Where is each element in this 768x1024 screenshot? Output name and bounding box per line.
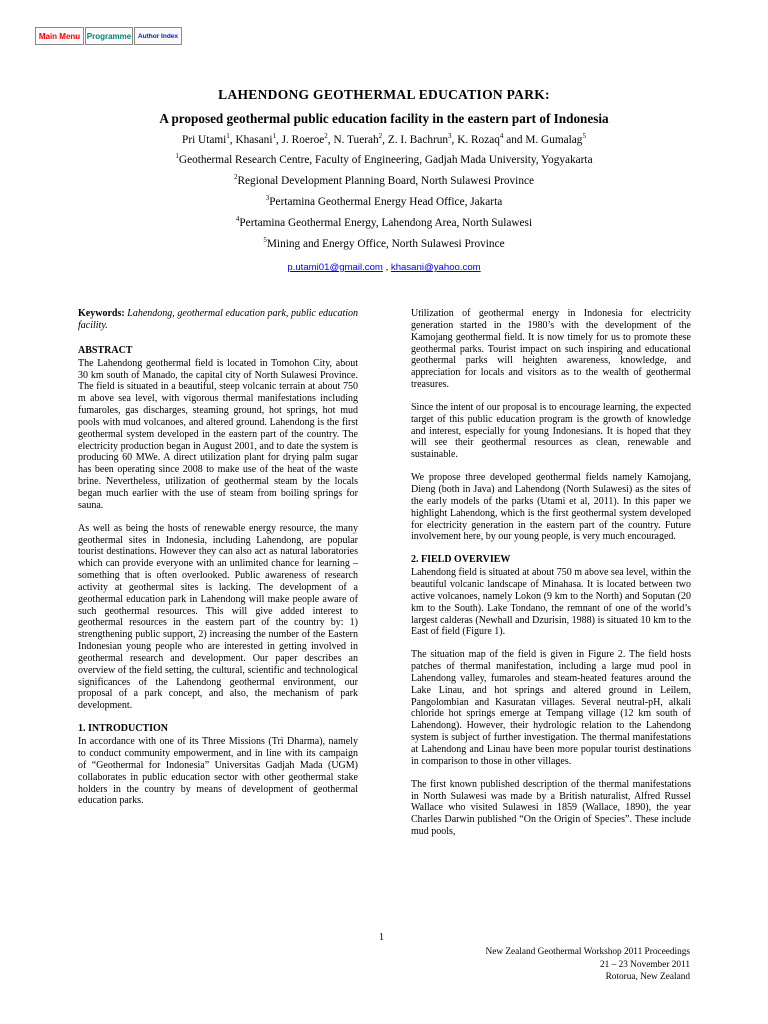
affiliation-line [0,174,768,189]
keywords-label: Keywords: [78,308,125,319]
author-name: N. Tuerah [333,134,379,146]
footer [485,946,690,984]
field-overview-paragraph-1: Lahendong field is situated at about 750 m above sea level, within the beautiful volcanic landscape of Minahasa. It is located between two active volcanoes, namely Lokon (9 km to the North) and Soputan (20 km to the South). Lake Tondano, the remnant of one of the world’s largest calderas (Newhall and Dzurisin, 1988) is situated 10 km to the East of field (Figure 1). [411,567,691,638]
author-affiliation-mark: 5 [582,132,586,141]
email-link-utami[interactable]: p.utami01@gmail.com [287,262,383,273]
author-name: Khasani [235,134,273,146]
affiliation-line [0,216,768,231]
affiliation-mark: 3 [265,194,270,203]
left-column [78,308,358,818]
author-affiliation-mark: 1 [226,132,230,141]
abstract-heading: ABSTRACT [78,344,133,356]
page-number: 1 [379,932,384,943]
intro-continued-paragraph-2: Since the intent of our proposal is to encourage learning, the expected target of this public education program is the growth of knowledge and interest, especially for young Indonesians. It is hoped that they will see their geothermal resources as clean, renewable and sustainable. [411,401,691,461]
intro-continued-paragraph-3: We propose three developed geothermal fields namely Kamojang, Dieng (both in Java) and Lahendong (North Sulawesi) as the sites of the early models of the parks (Utami et al, 2011). In this paper we highlight Lahendong, which is the first geothermal system developed for electricity generation in the eastern part of the country. Future involvement here, by our young people, is very much encouraged. [411,472,691,543]
footer-location: Rotorua, New Zealand [605,972,690,982]
author-affiliation-mark: 2 [324,132,328,141]
keywords-text: Lahendong, geothermal education park, public education facility. [78,308,359,331]
affiliation-text: Pertamina Geothermal Energy Head Office, Jakarta [269,196,503,208]
right-column [411,308,691,849]
author-separator: , [275,134,282,146]
field-overview-heading: 2. FIELD OVERVIEW [411,554,511,566]
footer-dates: 21 – 23 November 2011 [599,959,690,970]
author-affiliation-mark: 1 [272,132,276,141]
author-separator: , [382,134,388,146]
introduction-paragraph-1: In accordance with one of its Three Missions (Tri Dharma), namely to conduct community empowerment, and in line with its campaign of “Geothermal for Indonesia” Universitas Gadjah Mada (UGM) collaborates in public education sector with other geothermal stake holders in the country by means of development of geothermal education parks. [78,736,358,807]
author-name: J. Roeroe [281,134,325,146]
introduction-heading: 1. INTRODUCTION [78,723,169,735]
affiliation-line [0,237,768,252]
affiliation-line [0,195,768,210]
author-name: Z. I. Bachrun [387,134,449,146]
affiliation-text: Mining and Energy Office, North Sulawesi Province [266,238,505,250]
author-affiliation-mark: 4 [499,132,504,141]
affiliation-mark: 1 [175,152,179,161]
affiliation-list [0,153,768,252]
affiliation-text: Geothermal Research Centre, Faculty of Engineering, Gadjah Mada University, Yogyakarta [178,154,593,166]
nav-bar [35,27,183,45]
email-link-khasani[interactable]: khasani@yahoo.com [390,262,481,273]
affiliation-line [0,153,768,168]
author-separator: , [451,134,458,146]
author-separator: , [327,134,334,146]
author-name: M. Gumalag [525,134,583,146]
email-separator: , [382,262,391,273]
field-overview-paragraph-2: The situation map of the field is given in Figure 2. The field hosts patches of thermal manifestation, including a large mud pool in Lahendong valley, fumaroles and steam-heated features around the Lake Linau, and hot springs and altered ground in Leilem, Pangolombian and Kasuratan villages. Several neutral-pH, alkali chloride hot springs emerge at Tempang village (12 km south of Lahendong). However, their hydrologic relation to the Lahendong system is subject of further investigation. The thermal manifestations at Lahendong and Linau have been more popular tourist destinations in comparison to those in other villages. [411,649,691,767]
paper-subtitle: A proposed geothermal public education facility in the eastern part of Indonesia [159,111,609,126]
affiliation-mark: 2 [234,173,238,182]
field-overview-paragraph-3: The first known published description of the thermal manifestations in North Sulawesi was made by a British naturalist, Alfred Russel Wallace who visited Sulawesi in 1859 (Wallace, 1890), the year Charles Darwin published “On the Origin of Species”. These include mud pools, [411,778,691,838]
abstract-paragraph-2: As well as being the hosts of renewable energy resource, the many geothermal sites in Indonesia, including Lahendong, are popular tourist destinations. However they can also act as natural laboratories which can provide everyone with an unlimited chance for learning – something that is often overlooked. Public awareness of research activity at geothermal sites is lacking. The development of a geothermal education park in Lahendong will make people aware of such geothermal resources. This will give added interest to geothermal resources in the eastern part of the country by: 1) strengthening public support, 2) increasing the number of the Eastern Indonesian young people who are interested in getting involved in geothermal research and development. Our paper describes an overview of the field setting, the cultural, scientific and technological significances of the Lahendong geothermal environment, our proposal of a park concept, and also, the mechanism of park development. [78,522,358,712]
affiliation-text: Pertamina Geothermal Energy, Lahendong Area, North Sulawesi [239,217,533,229]
author-separator: and [503,134,526,146]
abstract-paragraph-1: The Lahendong geothermal field is located in Tomohon City, about 30 km south of Manado, the capital city of North Sulawesi Province. The field is situated in a beautiful, steep volcanic terrain at about 750 m above sea level, with vigorous thermal manifestations including fumaroles, gas discharges, steaming ground, hot springs, hot mud pools with mud volcanoes, and altered ground. Lahendong is the first geothermal system developed in the eastern part of the country. The electricity production began in August 2001, and to date the system is producing 60 MWe. A direct utilization plant for drying palm sugar has been operating since 2008 to make use of the heat of the waste brine. Nevertheless, utilization of geothermal steam by the locals began much earlier with the use of steam from boiling springs for sauna. [78,357,358,511]
paper-title: LAHENDONG GEOTHERMAL EDUCATION PARK: [218,87,550,102]
affiliation-text: Regional Development Planning Board, North Sulawesi Province [237,175,534,187]
author-list [0,132,768,148]
title-block [0,86,768,252]
author-name: Pri Utami [182,134,227,146]
affiliation-mark: 4 [235,215,240,224]
author-name: K. Rozaq [457,134,500,146]
footer-proceedings: New Zealand Geothermal Workshop 2011 Proceedings [485,947,690,957]
keywords-paragraph [78,308,358,332]
main-menu-button[interactable]: Main Menu [35,27,84,45]
email-line [0,262,768,273]
author-affiliation-mark: 3 [448,132,452,141]
programme-button[interactable]: Programme [85,27,133,45]
author-index-button[interactable]: Author Index [134,27,182,45]
author-affiliation-mark: 2 [378,132,383,141]
affiliation-mark: 5 [263,236,267,245]
intro-continued-paragraph-1: Utilization of geothermal energy in Indonesia for electricity generation started in the 1980’s with the development of the Kamojang geothermal field. It is now timely for us to promote these geothermal parks. Tourist impact on such inspiring and educational geothermal parks will heighten awareness, knowledge, and appreciation for locals and visitors as to the wealth of geothermal treasures. [411,308,691,391]
author-separator: , [229,134,236,146]
